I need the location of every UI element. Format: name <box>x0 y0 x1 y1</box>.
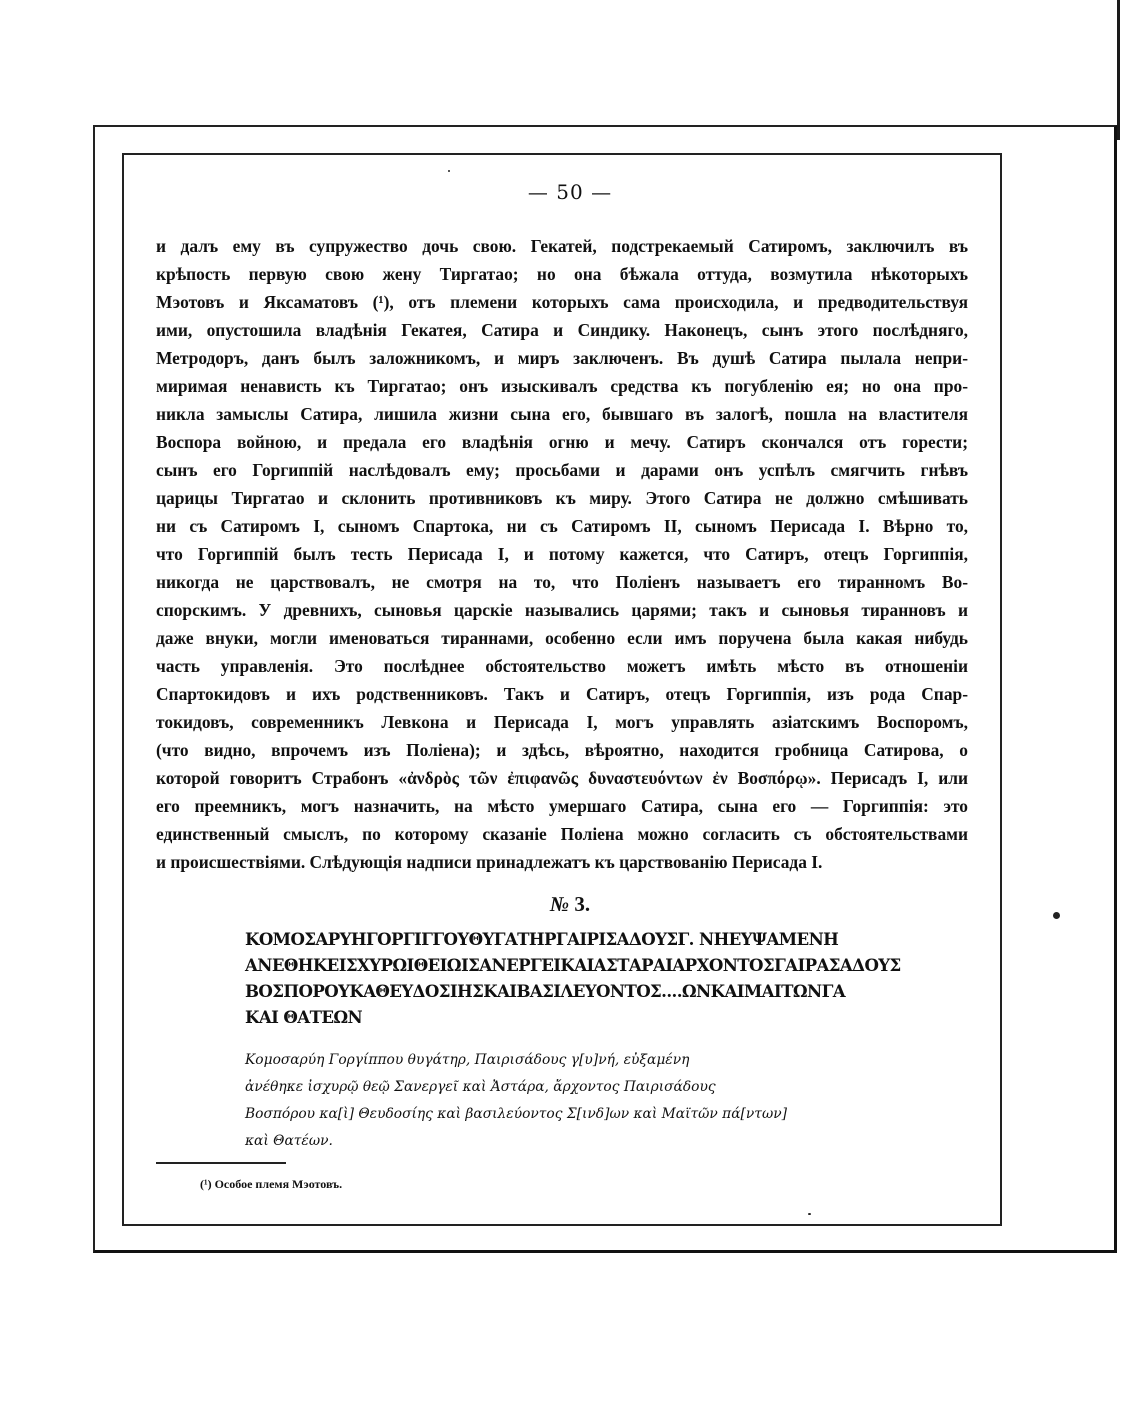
footnote-divider <box>156 1162 286 1164</box>
text-line: крѣпость первую свою жену Тиргатао; но она бѣжала оттуда, возмутила нѣкоторыхъ <box>156 264 968 284</box>
text-line: ими, опустошила владѣнія Гекатея, Сатира и Синдику. Наконецъ, сынъ этого послѣдняго, <box>156 320 968 340</box>
transcription-line: Βοσπόρου κα[ὶ] Θευδοσίης καὶ βασιλεύοντος Σ[ινδ]ων καὶ Μαϊτῶν πά[ντων] <box>245 1106 787 1122</box>
text-line: миримая ненависть къ Тиргатао; онъ изыскивалъ средства къ погубленію ея; но она про- <box>156 376 968 396</box>
numero-sign: № <box>549 892 570 916</box>
text-line: (что видно, впрочемъ изъ Поліена); и здѣсь, вѣроятно, находится гробница Сатирова, о <box>156 740 968 760</box>
text-line: которой говоритъ Страбонъ «ἀνδρὸς τῶν ἐπιφανῶς δυναστευόντων ἐν Βοσπόρῳ». Перисадъ I, или <box>156 768 968 788</box>
uncial-line: ΑΝΕΘΗΚΕΙΣΧΥΡΩΙΘΕΙΩΙΣΑΝΕΡΓΕΙΚΑΙΑΣΤΑΡΑΙΑΡΧΟΝΤΟΣΓΑΙΡΑΣΑΔΟΥΣ <box>245 955 901 975</box>
page-edge-line <box>1117 0 1120 140</box>
inscription-transcription <box>245 1047 845 1155</box>
text-line: его преемникъ, могъ назначить, на мѣсто умершаго Сатира, сына его — Горгиппія: это <box>156 796 968 816</box>
text-line: единственный смыслъ, по которому сказаніе Поліена можно согласить съ обстоятельствами <box>156 824 968 844</box>
uncial-line: ΚΟΜΟΣΑΡΥΗΓΟΡΓΙΓΓΟΥΘΥΓΑΤΗΡΓΑΙΡΙΣΑΔΟΥΣΓ. ΝΗΕΥΨΑΜΕΝΗ <box>245 929 839 949</box>
page-number: — 50 — <box>527 180 613 204</box>
text-line: Воспора войною, и предала его владѣнія огню и мечу. Сатиръ скончался отъ горести; <box>156 432 968 452</box>
text-line: царицы Тиргатао и склонить противниковъ къ миру. Этого Сатира не должно смѣшивать <box>156 488 968 508</box>
text-line: ни съ Сатиромъ I, сыномъ Спартока, ни съ Сатиромъ II, сыномъ Перисада I. Вѣрно то, <box>156 516 968 536</box>
text-line: что Горгиппій былъ тесть Перисада I, и потому кажется, что Сатиръ, отецъ Горгиппія, <box>156 544 968 564</box>
text-line: Спартокидовъ и ихъ родственниковъ. Такъ и Сатиръ, отецъ Горгиппія, изъ рода Спар- <box>156 684 968 704</box>
text-line: токидовъ, современникъ Левкона и Перисада I, могъ управлять азіатскимъ Воспоромъ, <box>156 712 968 732</box>
transcription-line: καὶ Θατέων. <box>245 1133 333 1149</box>
text-line: Мэотовъ и Яксаматовъ (¹), отъ племени которыхъ сама происходила, и предводительствуя <box>156 292 968 312</box>
ink-speck <box>448 170 450 172</box>
transcription-line: ἀνέθηκε ἰσχυρῷ θεῷ Σανεργεῖ καὶ Ἀστάρα, ἄρχοντος Παιρισάδους <box>245 1079 716 1095</box>
text-line: часть управленія. Это послѣднее обстоятельство можетъ имѣть мѣсто въ отношеніи <box>156 656 968 676</box>
ink-speck <box>808 1213 811 1215</box>
uncial-line: ΚΑΙ ΘΑΤΕΩΝ <box>245 1007 363 1027</box>
inscription-uncial-text <box>245 926 901 1030</box>
inscription-number-value: 3. <box>574 892 591 916</box>
ink-speck <box>1053 912 1060 919</box>
text-line: никла замыслы Сатира, лишила жизни сына его, бывшаго въ залогѣ, пошла на властителя <box>156 404 968 424</box>
transcription-line: Κομοσαρύη Γοργίππου θυγάτηρ, Παιρισάδους γ[υ]νή, εὐξαμένη <box>245 1052 690 1068</box>
footnote: (¹) Особое племя Мэотовъ. <box>200 1177 343 1191</box>
text-line: и далъ ему въ супружество дочь свою. Гекатей, подстрекаемый Сатиромъ, заключилъ въ <box>156 236 968 256</box>
text-line: даже внуки, могли именоваться тираннами, особенно если имъ поручена была какая нибудь <box>156 628 968 648</box>
main-text-block <box>156 232 968 876</box>
inscription-number <box>0 892 1140 917</box>
text-line: сынъ его Горгиппій наслѣдовалъ ему; просьбами и дарами онъ успѣлъ смягчить гнѣвъ <box>156 460 968 480</box>
text-line: никогда не царствовалъ, не смотря на то, что Поліенъ называетъ его тиранномъ Во- <box>156 572 968 592</box>
text-line: Метродоръ, данъ былъ заложникомъ, и миръ заключенъ. Въ душѣ Сатира пылала непри- <box>156 348 968 368</box>
text-line-last: и происшествіями. Слѣдующія надписи принадлежатъ къ царствованію Перисада I. <box>156 852 823 872</box>
text-line: спорскимъ. У древнихъ, сыновья царскіе назывались царями; такъ и сыновья тиранновъ и <box>156 600 968 620</box>
uncial-line: ΒΟΣΠΟΡΟΥΚΑΘΕΥΔΟΣΙΗΣΚΑΙΒΑΣΙΛΕΥΟΝΤΟΣ....ΩΝΚΑΙΜΑΙΤΩΝΓΑ <box>245 981 846 1001</box>
